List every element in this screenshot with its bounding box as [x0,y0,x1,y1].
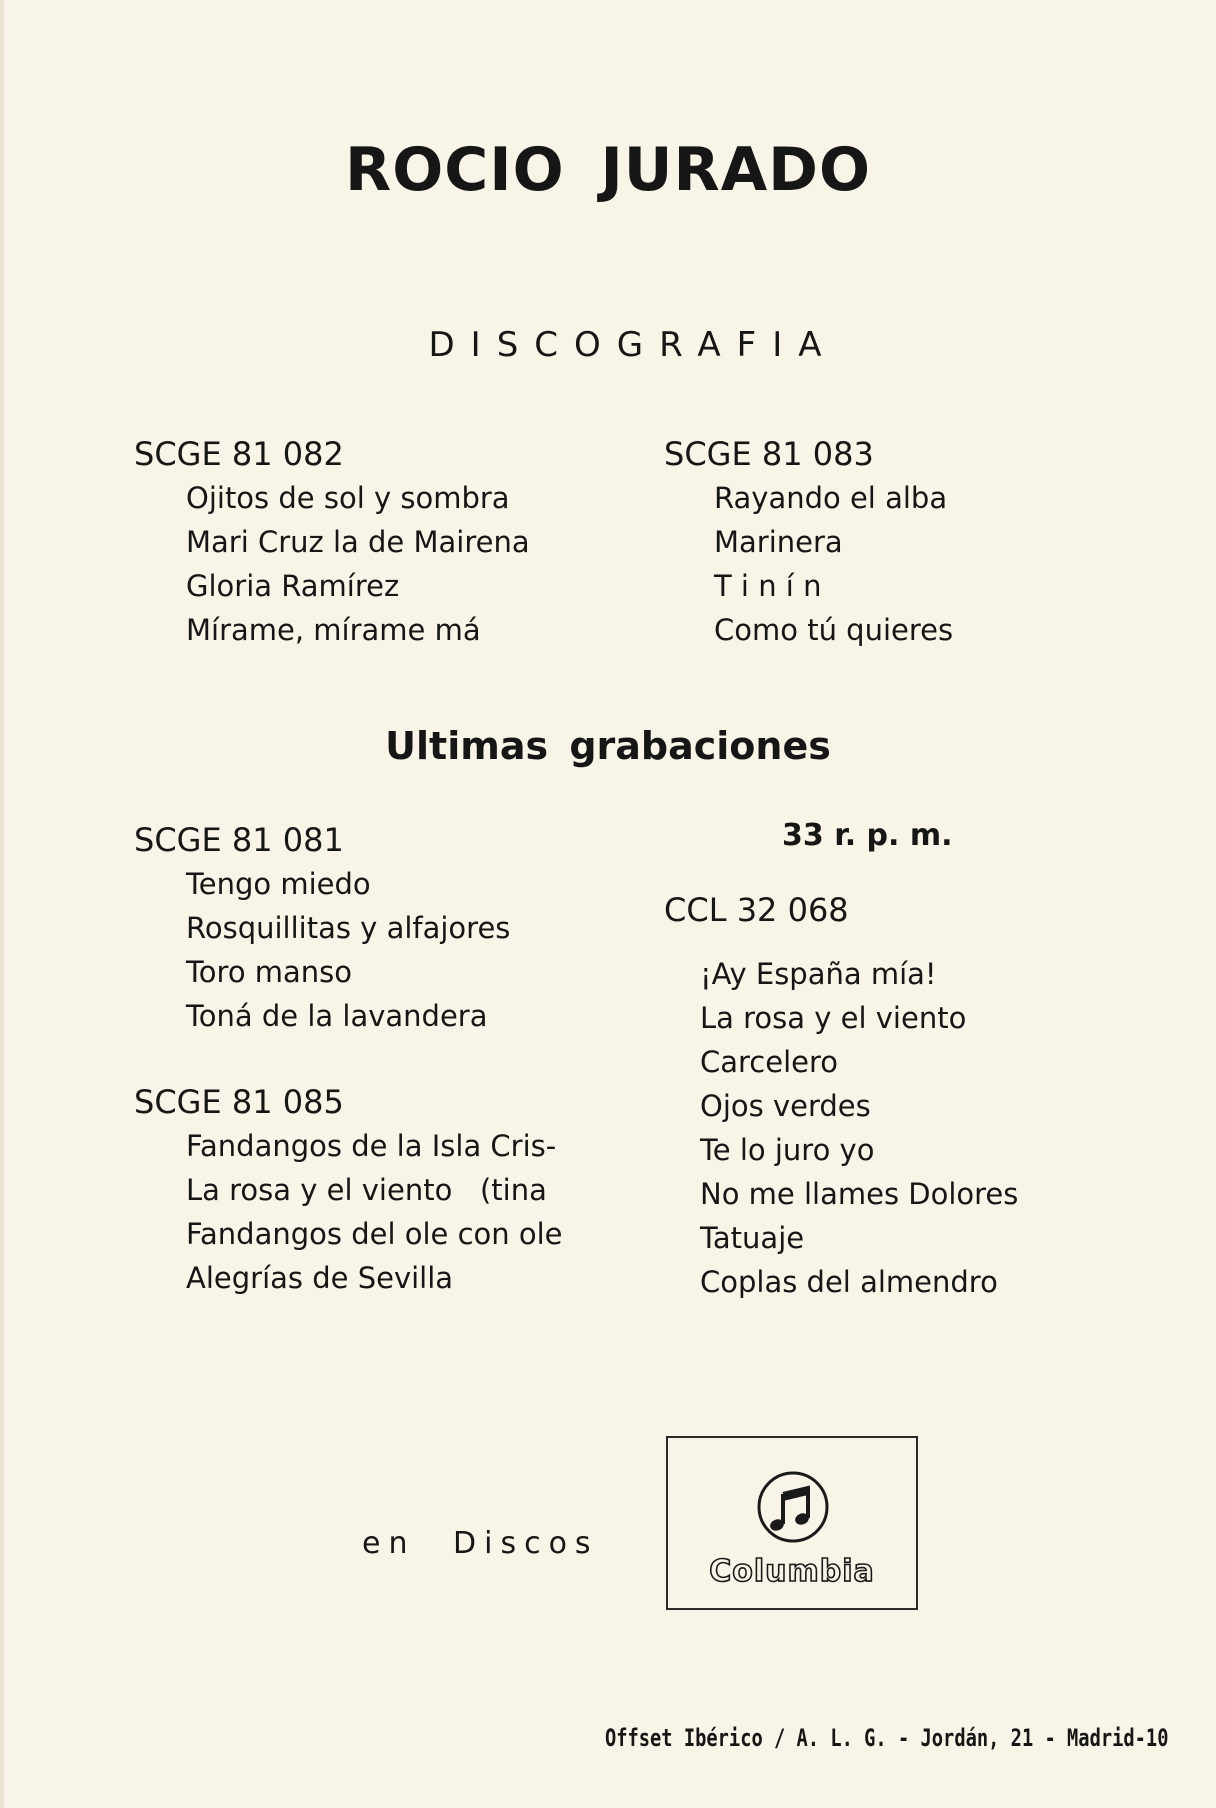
record-block [134,1080,563,1300]
latest-recordings-heading: Ultimas grabaciones [385,724,831,768]
music-note-icon [756,1470,830,1544]
record-code: SCGE 81 083 [664,435,874,473]
record-code: SCGE 81 082 [134,435,344,473]
track-item: ¡Ay España mía! [700,957,937,991]
track-item: T i n í n [714,569,822,603]
lp-track-list [700,952,1018,1304]
track-item: Marinera [714,525,843,559]
track-item: Rosquillitas y alfajores [186,911,511,945]
track-item: La rosa y el viento (tina [186,1173,547,1207]
track-item: Tatuaje [700,1221,805,1255]
track-item: Mírame, mírame má [186,613,481,647]
page-title: ROCIO JURADO [345,135,871,205]
record-block [134,432,530,652]
track-item: Gloria Ramírez [186,569,400,603]
columbia-brand: Columbia [709,1554,875,1589]
lp-speed: 33 r. p. m. [782,818,953,853]
track-item: Mari Cruz la de Mairena [186,525,530,559]
record-block [134,818,510,1038]
track-item: Alegrías de Sevilla [186,1261,454,1295]
page-edge [0,0,4,1808]
track-item: Toná de la lavandera [186,999,488,1033]
track-list [134,1124,563,1300]
track-item: Te lo juro yo [700,1133,875,1167]
track-item: Toro manso [186,955,353,989]
record-code: SCGE 81 085 [134,1083,344,1121]
track-item: Como tú quieres [714,613,954,647]
track-item: Ojitos de sol y sombra [186,481,510,515]
printer-credit: Offset Ibérico / A. L. G. - Jordán, 21 - Madrid-10 [604,1724,1168,1752]
en-discos-label: en Discos [362,1526,599,1561]
track-item: Ojos verdes [700,1089,871,1123]
track-item: Tengo miedo [186,867,371,901]
record-code: SCGE 81 081 [134,821,344,859]
track-list [664,476,953,652]
track-list [134,862,510,1038]
track-list [134,476,530,652]
record-block [664,432,953,652]
track-item: Coplas del almendro [700,1265,998,1299]
track-item: La rosa y el viento [700,1001,967,1035]
track-item: No me llames Dolores [700,1177,1019,1211]
lp-code: CCL 32 068 [664,891,849,929]
track-item: Fandangos del ole con ole [186,1217,563,1251]
discography-heading: DISCOGRAFIA [428,325,838,365]
track-item: Carcelero [700,1045,839,1079]
track-item: Rayando el alba [714,481,948,515]
columbia-logo-box [666,1436,918,1610]
track-item: Fandangos de la Isla Cris- [186,1129,557,1163]
